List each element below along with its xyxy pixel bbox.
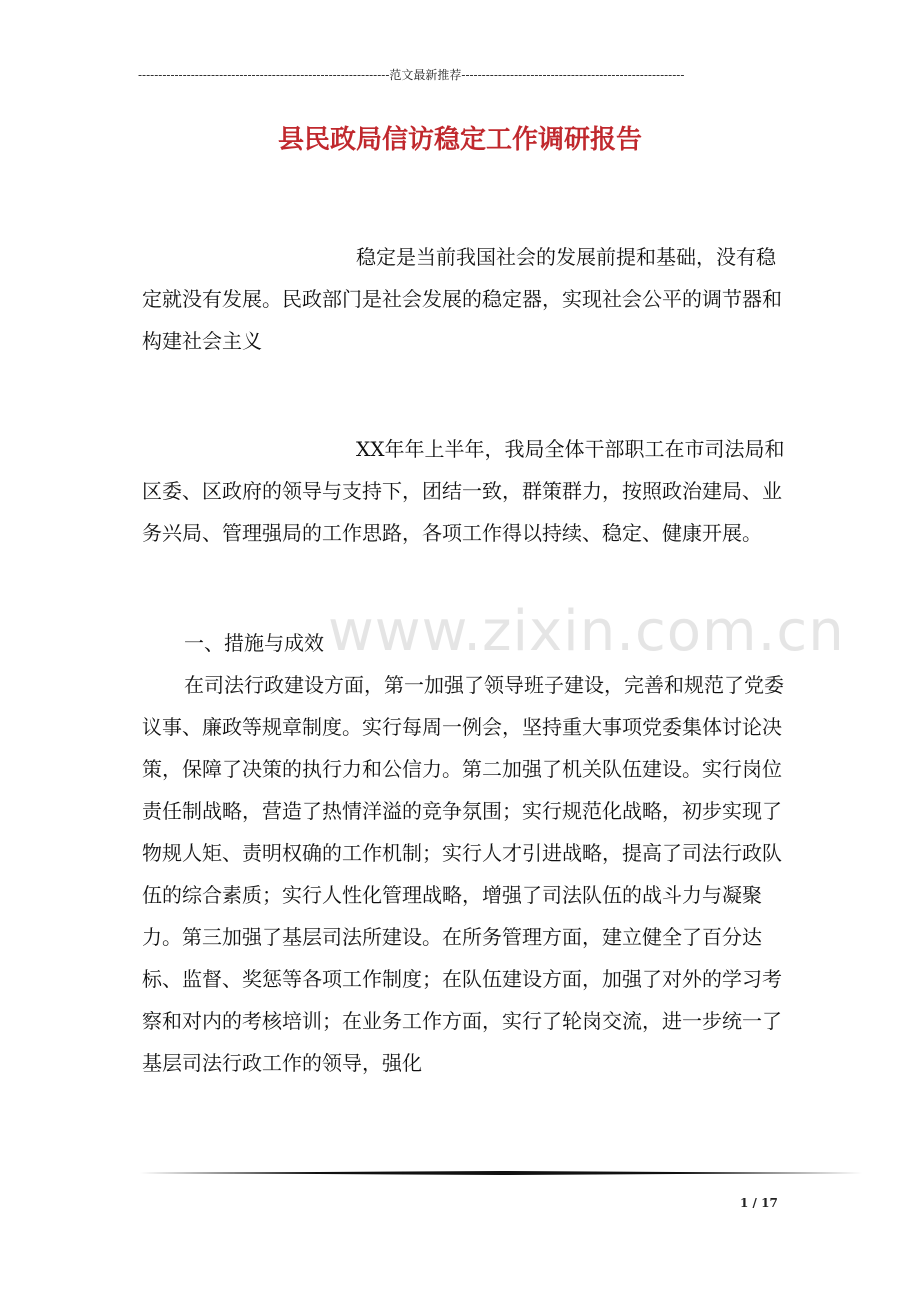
summary-paragraph: XX年年上半年，我局全体干部职工在市司法局和区委、区政府的领导与支持下，团结一致，群策群力，按照政治建局、业务兴局、管理强局的工作思路，各项工作得以持续、稳定、健康开展。 (142, 437, 785, 545)
section-paragraph: 在司法行政建设方面，第一加强了领导班子建设，完善和规范了党委议事、廉政等规章制度。实行每周一例会，坚持重大事项党委集体讨论决策，保障了决策的执行力和公信力。第二加强了机关队伍建设。实行岗位责任制战略，营造了热情洋溢的竞争氛围；实行规范化战略，初步实现了物规人矩、责明权确的工作机制；实行人才引进战略，提高了司法行政队伍的综合素质；实行人性化管理战略，增强了司法队伍的战斗力与凝聚力。第三加强了基层司法所建设。在所务管理方面，建立健全了百分达标、监督、奖惩等各项工作制度；在队伍建设方面，加强了对外的学习考察和对内的考核培训；在业务工作方面，实行了轮岗交流，进一步统一了基层司法行政工作的领导，强化 (142, 673, 784, 1075)
header-banner: --------------------------------------------------------------范文最新推荐------------------------------------------------------- (138, 68, 685, 82)
document-title: 县民政局信访稳定工作调研报告 (277, 125, 642, 155)
page-number: 1 / 17 (740, 1196, 778, 1210)
intro-paragraph: 稳定是当前我国社会的发展前提和基础，没有稳定就没有发展。民政部门是社会发展的稳定器，实现社会公平的调节器和构建社会主义 (142, 245, 782, 353)
section-heading: 一、措施与成效 (184, 631, 324, 655)
footer-divider (140, 1171, 862, 1175)
watermark: www.zixin.com.cn (328, 599, 845, 664)
